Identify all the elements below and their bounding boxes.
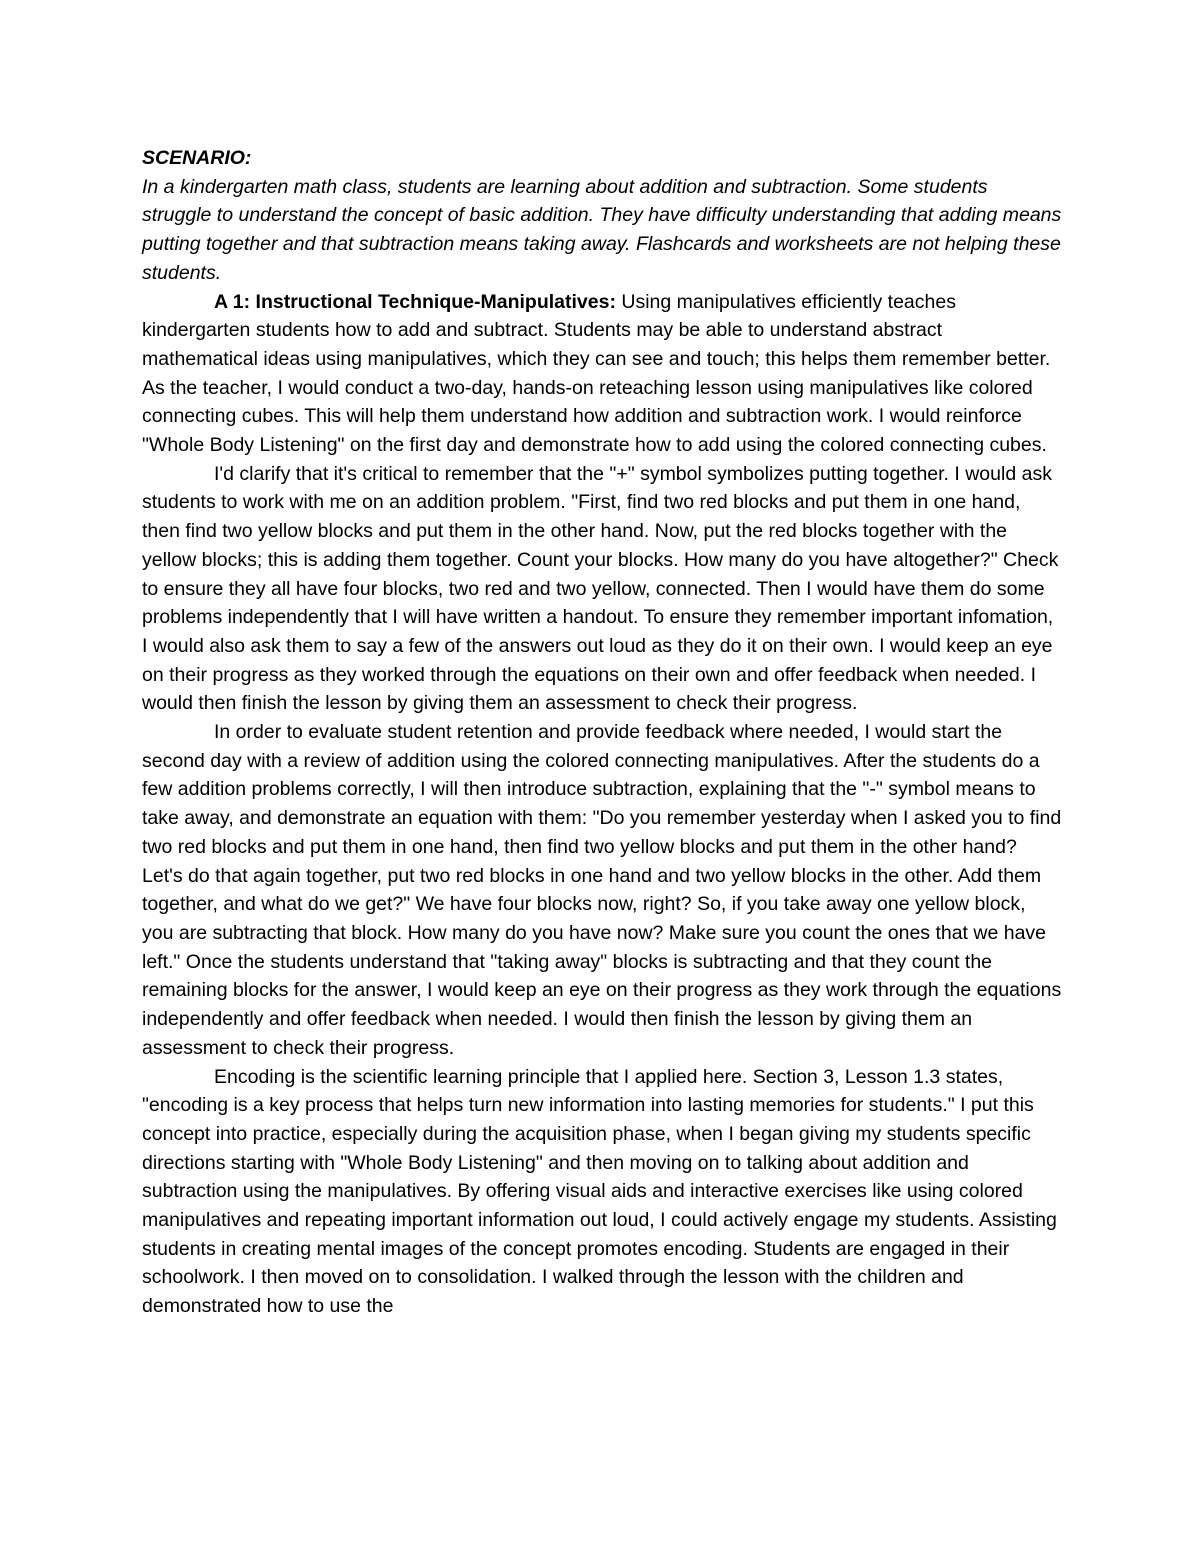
paragraph-addition-lesson: I'd clarify that it's critical to remember that the "+" symbol symbolizes putting together. I would ask students to work with me on an addition problem. "First, find two red blocks and put them in one hand, then find two yellow blocks and put them in the other hand. Now, put the red blocks together with the yellow blocks; this is adding them together. Count your blocks. How many do you have altogether?" Check to ensure they all have four blocks, two red and two yellow, connected. Then I would have them do some problems independently that I will have written a handout. To ensure they remember important infomation, I would also ask them to say a few of the answers out loud as they do it on their own. I would keep an eye on their progress as they worked through the equations on their own and offer feedback when needed. I would then finish the lesson by giving them an assessment to check their progress. <box>142 462 1059 715</box>
section-a1-paragraph <box>142 288 1062 460</box>
paragraph-subtraction-lesson: In order to evaluate student retention and provide feedback where needed, I would start the second day with a review of addition using the colored connecting manipulatives. After the students do a few addition problems correctly, I will then introduce subtraction, explaining that the "-" symbol means to take away, and demonstrate an equation with them: "Do you remember yesterday when I asked you to find two red blocks and put them in one hand, then find two yellow blocks and put them in the other hand? Let's do that again together, put two red blocks in one hand and two yellow blocks in the other. Add them together, and what do we get?" We have four blocks now, right? So, if you take away one yellow block, you are subtracting that block. How many do you have now? Make sure you count the ones that we have left." Once the students understand that "taking away" blocks is subtracting and that they count the remaining blocks for the answer, I would keep an eye on their progress as they work through the equations independently and offer feedback when needed. I would then finish the lesson by giving them an assessment to check their progress. <box>142 721 1062 1059</box>
paragraph-encoding-principle: Encoding is the scientific learning principle that I applied here. Section 3, Lesson 1.3 states, "encoding is a key process that helps turn new information into lasting memories for students." I put this concept into practice, especially during the acquisition phase, when I began giving my students specific directions starting with "Whole Body Listening" and then moving on to talking about addition and subtraction using the manipulatives. By offering visual aids and interactive exercises like using colored manipulatives and repeating important information out loud, I could actively engage my students. Assisting students in creating mental images of the concept promotes encoding. Students are engaged in their schoolwork. I then moved on to consolidation. I walked through the lesson with the children and demonstrated how to use the <box>142 1065 1057 1318</box>
scenario-text: In a kindergarten math class, students are learning about addition and subtraction. Some students struggle to understand the concept of basic addition. They have difficulty understanding that adding means putting together and that subtraction means taking away. Flashcards and worksheets are not helping these students. <box>142 175 1062 284</box>
section-a1-heading: A 1: Instructional Technique-Manipulatives: <box>214 290 616 313</box>
section-a1-body: Using manipulatives efficiently teaches kindergarten students how to add and subtract. Students may be able to understand abstract mathematical ideas using manipulatives, which they can see and touch; this helps them remember better. As the teacher, I would conduct a two-day, hands-on reteaching lesson using manipulatives like colored connecting cubes. This will help them understand how addition and subtraction work. I would reinforce "Whole Body Listening" on the first day and demonstrate how to add using the colored connecting cubes. <box>142 290 1051 457</box>
document-body <box>142 144 1062 1321</box>
scenario-label: SCENARIO: <box>142 147 252 169</box>
